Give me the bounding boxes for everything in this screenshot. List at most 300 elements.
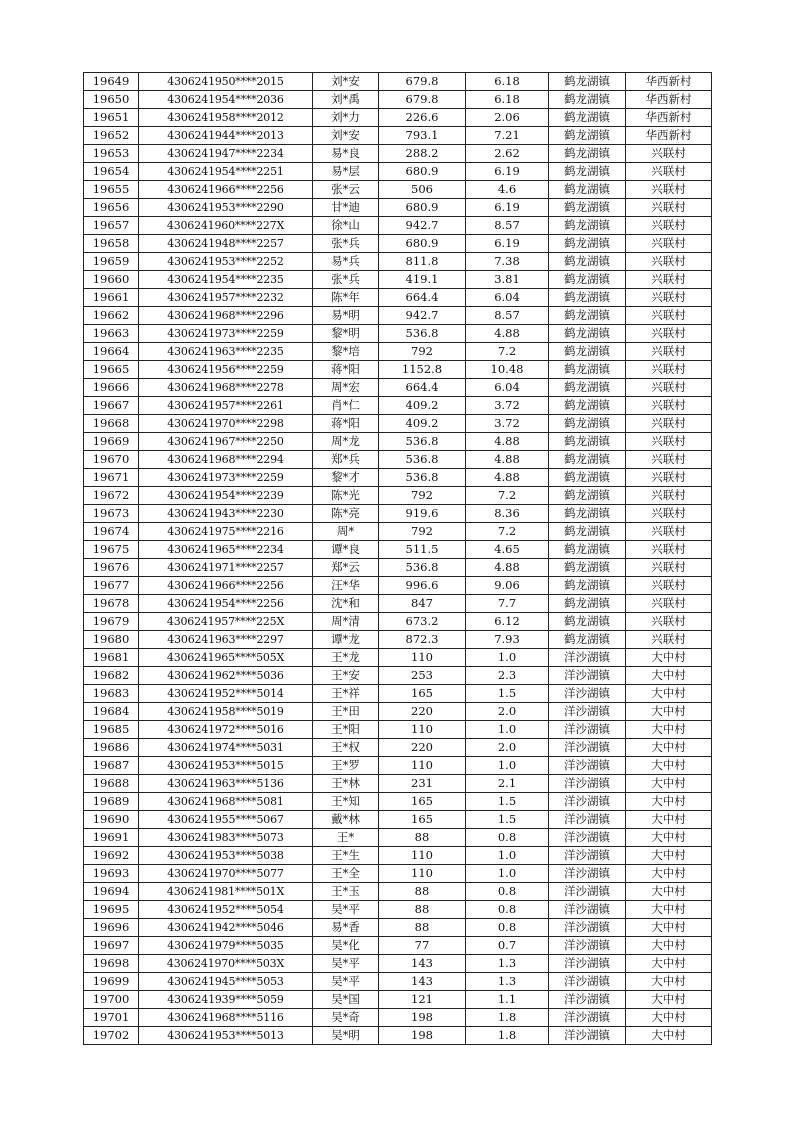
town-cell: 洋沙湖镇	[549, 739, 626, 757]
person-name-cell: 吴*化	[313, 937, 379, 955]
village-cell: 兴联村	[626, 343, 712, 361]
town-cell: 鹤龙湖镇	[549, 235, 626, 253]
table-row	[84, 883, 712, 901]
amount-cell: 536.8	[379, 451, 466, 469]
amount-cell: 110	[379, 649, 466, 667]
id-number-cell: 4306241966****2256	[139, 181, 313, 199]
table-row	[84, 721, 712, 739]
village-cell: 兴联村	[626, 271, 712, 289]
amount-cell: 536.8	[379, 433, 466, 451]
row-number-cell: 19702	[84, 1027, 139, 1045]
area-cell: 4.88	[466, 469, 549, 487]
village-cell: 兴联村	[626, 379, 712, 397]
row-number-cell: 19684	[84, 703, 139, 721]
area-cell: 7.2	[466, 343, 549, 361]
table-row	[84, 253, 712, 271]
person-name-cell: 王*田	[313, 703, 379, 721]
amount-cell: 110	[379, 865, 466, 883]
village-cell: 大中村	[626, 991, 712, 1009]
row-number-cell: 19659	[84, 253, 139, 271]
area-cell: 2.0	[466, 703, 549, 721]
area-cell: 0.8	[466, 883, 549, 901]
row-number-cell: 19680	[84, 631, 139, 649]
amount-cell: 198	[379, 1009, 466, 1027]
person-name-cell: 汪*华	[313, 577, 379, 595]
person-name-cell: 易*香	[313, 919, 379, 937]
table-row	[84, 91, 712, 109]
town-cell: 鹤龙湖镇	[549, 505, 626, 523]
town-cell: 洋沙湖镇	[549, 955, 626, 973]
table-row	[84, 595, 712, 613]
person-name-cell: 易*良	[313, 145, 379, 163]
table-row	[84, 775, 712, 793]
id-number-cell: 4306241981****501X	[139, 883, 313, 901]
table-row	[84, 469, 712, 487]
row-number-cell: 19696	[84, 919, 139, 937]
village-cell: 华西新村	[626, 73, 712, 91]
area-cell: 6.04	[466, 289, 549, 307]
row-number-cell: 19693	[84, 865, 139, 883]
amount-cell: 165	[379, 685, 466, 703]
id-number-cell: 4306241953****2252	[139, 253, 313, 271]
row-number-cell: 19676	[84, 559, 139, 577]
table-row	[84, 793, 712, 811]
area-cell: 7.2	[466, 487, 549, 505]
row-number-cell: 19667	[84, 397, 139, 415]
area-cell: 1.3	[466, 973, 549, 991]
town-cell: 鹤龙湖镇	[549, 199, 626, 217]
amount-cell: 664.4	[379, 289, 466, 307]
town-cell: 鹤龙湖镇	[549, 487, 626, 505]
id-number-cell: 4306241963****5136	[139, 775, 313, 793]
person-name-cell: 郑*兵	[313, 451, 379, 469]
village-cell: 兴联村	[626, 235, 712, 253]
village-cell: 大中村	[626, 1027, 712, 1045]
row-number-cell: 19678	[84, 595, 139, 613]
table-row	[84, 937, 712, 955]
village-cell: 兴联村	[626, 307, 712, 325]
person-name-cell: 吴*平	[313, 973, 379, 991]
row-number-cell: 19692	[84, 847, 139, 865]
village-cell: 大中村	[626, 937, 712, 955]
amount-cell: 996.6	[379, 577, 466, 595]
id-number-cell: 4306241958****5019	[139, 703, 313, 721]
village-cell: 兴联村	[626, 145, 712, 163]
town-cell: 鹤龙湖镇	[549, 73, 626, 91]
id-number-cell: 4306241970****5077	[139, 865, 313, 883]
village-cell: 大中村	[626, 721, 712, 739]
amount-cell: 919.6	[379, 505, 466, 523]
person-name-cell: 周*清	[313, 613, 379, 631]
person-name-cell: 黎*培	[313, 343, 379, 361]
area-cell: 1.0	[466, 649, 549, 667]
person-name-cell: 周*	[313, 523, 379, 541]
town-cell: 洋沙湖镇	[549, 811, 626, 829]
id-number-cell: 4306241968****2296	[139, 307, 313, 325]
amount-cell: 198	[379, 1027, 466, 1045]
id-number-cell: 4306241957****225X	[139, 613, 313, 631]
row-number-cell: 19655	[84, 181, 139, 199]
town-cell: 鹤龙湖镇	[549, 127, 626, 145]
person-name-cell: 陈*年	[313, 289, 379, 307]
area-cell: 7.38	[466, 253, 549, 271]
village-cell: 大中村	[626, 739, 712, 757]
town-cell: 鹤龙湖镇	[549, 595, 626, 613]
area-cell: 6.19	[466, 235, 549, 253]
table-row	[84, 523, 712, 541]
row-number-cell: 19668	[84, 415, 139, 433]
village-cell: 大中村	[626, 757, 712, 775]
town-cell: 洋沙湖镇	[549, 667, 626, 685]
id-number-cell: 4306241954****2251	[139, 163, 313, 181]
area-cell: 1.0	[466, 865, 549, 883]
table-row	[84, 325, 712, 343]
area-cell: 4.65	[466, 541, 549, 559]
id-number-cell: 4306241955****5067	[139, 811, 313, 829]
row-number-cell: 19669	[84, 433, 139, 451]
person-name-cell: 王*林	[313, 775, 379, 793]
id-number-cell: 4306241979****5035	[139, 937, 313, 955]
town-cell: 洋沙湖镇	[549, 1009, 626, 1027]
village-cell: 兴联村	[626, 451, 712, 469]
person-name-cell: 王*生	[313, 847, 379, 865]
amount-cell: 165	[379, 811, 466, 829]
person-name-cell: 周*宏	[313, 379, 379, 397]
row-number-cell: 19675	[84, 541, 139, 559]
person-name-cell: 王*权	[313, 739, 379, 757]
amount-cell: 165	[379, 793, 466, 811]
person-name-cell: 刘*安	[313, 73, 379, 91]
amount-cell: 409.2	[379, 415, 466, 433]
area-cell: 0.8	[466, 829, 549, 847]
person-name-cell: 王*安	[313, 667, 379, 685]
amount-cell: 88	[379, 883, 466, 901]
row-number-cell: 19686	[84, 739, 139, 757]
person-name-cell: 戴*林	[313, 811, 379, 829]
table-row	[84, 289, 712, 307]
row-number-cell: 19672	[84, 487, 139, 505]
town-cell: 鹤龙湖镇	[549, 343, 626, 361]
person-name-cell: 吴*奇	[313, 1009, 379, 1027]
town-cell: 鹤龙湖镇	[549, 433, 626, 451]
area-cell: 8.36	[466, 505, 549, 523]
table-row	[84, 415, 712, 433]
table-row	[84, 847, 712, 865]
person-name-cell: 王*	[313, 829, 379, 847]
village-cell: 兴联村	[626, 487, 712, 505]
amount-cell: 679.8	[379, 73, 466, 91]
area-cell: 0.8	[466, 919, 549, 937]
person-name-cell: 张*云	[313, 181, 379, 199]
row-number-cell: 19665	[84, 361, 139, 379]
village-cell: 大中村	[626, 811, 712, 829]
id-number-cell: 4306241965****505X	[139, 649, 313, 667]
id-number-cell: 4306241953****5013	[139, 1027, 313, 1045]
id-number-cell: 4306241957****2232	[139, 289, 313, 307]
amount-cell: 226.6	[379, 109, 466, 127]
row-number-cell: 19687	[84, 757, 139, 775]
table-row	[84, 919, 712, 937]
area-cell: 4.88	[466, 433, 549, 451]
id-number-cell: 4306241970****503X	[139, 955, 313, 973]
town-cell: 洋沙湖镇	[549, 649, 626, 667]
table-row	[84, 739, 712, 757]
row-number-cell: 19649	[84, 73, 139, 91]
table-row	[84, 451, 712, 469]
person-name-cell: 谭*良	[313, 541, 379, 559]
town-cell: 洋沙湖镇	[549, 919, 626, 937]
village-cell: 大中村	[626, 919, 712, 937]
area-cell: 7.21	[466, 127, 549, 145]
id-number-cell: 4306241973****2259	[139, 325, 313, 343]
village-cell: 华西新村	[626, 127, 712, 145]
amount-cell: 110	[379, 757, 466, 775]
id-number-cell: 4306241952****5054	[139, 901, 313, 919]
area-cell: 1.0	[466, 721, 549, 739]
town-cell: 洋沙湖镇	[549, 937, 626, 955]
area-cell: 7.7	[466, 595, 549, 613]
amount-cell: 88	[379, 829, 466, 847]
table-row	[84, 613, 712, 631]
id-number-cell: 4306241948****2257	[139, 235, 313, 253]
person-name-cell: 蒋*阳	[313, 361, 379, 379]
village-cell: 兴联村	[626, 469, 712, 487]
person-name-cell: 刘*力	[313, 109, 379, 127]
person-name-cell: 吴*明	[313, 1027, 379, 1045]
area-cell: 1.0	[466, 757, 549, 775]
row-number-cell: 19699	[84, 973, 139, 991]
person-name-cell: 张*兵	[313, 271, 379, 289]
amount-cell: 673.2	[379, 613, 466, 631]
amount-cell: 872.3	[379, 631, 466, 649]
area-cell: 8.57	[466, 307, 549, 325]
amount-cell: 220	[379, 703, 466, 721]
row-number-cell: 19670	[84, 451, 139, 469]
id-number-cell: 4306241962****5036	[139, 667, 313, 685]
area-cell: 1.8	[466, 1009, 549, 1027]
person-name-cell: 陈*光	[313, 487, 379, 505]
row-number-cell: 19701	[84, 1009, 139, 1027]
town-cell: 洋沙湖镇	[549, 865, 626, 883]
row-number-cell: 19650	[84, 91, 139, 109]
person-name-cell: 张*兵	[313, 235, 379, 253]
row-number-cell: 19688	[84, 775, 139, 793]
village-cell: 大中村	[626, 649, 712, 667]
area-cell: 4.88	[466, 451, 549, 469]
village-cell: 兴联村	[626, 595, 712, 613]
village-cell: 兴联村	[626, 181, 712, 199]
table-row	[84, 127, 712, 145]
village-cell: 兴联村	[626, 613, 712, 631]
table-row	[84, 109, 712, 127]
amount-cell: 288.2	[379, 145, 466, 163]
person-name-cell: 王*龙	[313, 649, 379, 667]
person-name-cell: 甘*迪	[313, 199, 379, 217]
town-cell: 鹤龙湖镇	[549, 217, 626, 235]
table-row	[84, 577, 712, 595]
row-number-cell: 19654	[84, 163, 139, 181]
person-name-cell: 陈*亮	[313, 505, 379, 523]
person-name-cell: 王*阳	[313, 721, 379, 739]
amount-cell: 77	[379, 937, 466, 955]
person-name-cell: 肖*仁	[313, 397, 379, 415]
amount-cell: 511.5	[379, 541, 466, 559]
village-cell: 兴联村	[626, 415, 712, 433]
amount-cell: 942.7	[379, 217, 466, 235]
id-number-cell: 4306241953****2290	[139, 199, 313, 217]
area-cell: 6.18	[466, 91, 549, 109]
town-cell: 洋沙湖镇	[549, 847, 626, 865]
village-cell: 兴联村	[626, 631, 712, 649]
village-cell: 大中村	[626, 847, 712, 865]
table-row	[84, 1027, 712, 1045]
town-cell: 鹤龙湖镇	[549, 361, 626, 379]
amount-cell: 88	[379, 901, 466, 919]
amount-cell: 143	[379, 973, 466, 991]
table-row	[84, 901, 712, 919]
village-cell: 兴联村	[626, 289, 712, 307]
row-number-cell: 19656	[84, 199, 139, 217]
town-cell: 洋沙湖镇	[549, 721, 626, 739]
area-cell: 4.88	[466, 559, 549, 577]
town-cell: 鹤龙湖镇	[549, 523, 626, 541]
row-number-cell: 19666	[84, 379, 139, 397]
row-number-cell: 19652	[84, 127, 139, 145]
id-number-cell: 4306241952****5014	[139, 685, 313, 703]
table-row	[84, 199, 712, 217]
table-row	[84, 559, 712, 577]
person-name-cell: 沈*和	[313, 595, 379, 613]
village-cell: 兴联村	[626, 559, 712, 577]
id-number-cell: 4306241954****2239	[139, 487, 313, 505]
row-number-cell: 19697	[84, 937, 139, 955]
area-cell: 10.48	[466, 361, 549, 379]
amount-cell: 110	[379, 847, 466, 865]
town-cell: 鹤龙湖镇	[549, 415, 626, 433]
person-name-cell: 黎*才	[313, 469, 379, 487]
area-cell: 0.8	[466, 901, 549, 919]
amount-cell: 679.8	[379, 91, 466, 109]
village-cell: 兴联村	[626, 397, 712, 415]
id-number-cell: 4306241953****5015	[139, 757, 313, 775]
town-cell: 鹤龙湖镇	[549, 541, 626, 559]
table-row	[84, 829, 712, 847]
amount-cell: 792	[379, 343, 466, 361]
row-number-cell: 19661	[84, 289, 139, 307]
table-row	[84, 433, 712, 451]
id-number-cell: 4306241943****2230	[139, 505, 313, 523]
row-number-cell: 19662	[84, 307, 139, 325]
table-row	[84, 379, 712, 397]
row-number-cell: 19700	[84, 991, 139, 1009]
village-cell: 兴联村	[626, 505, 712, 523]
area-cell: 1.5	[466, 793, 549, 811]
amount-cell: 680.9	[379, 163, 466, 181]
village-cell: 大中村	[626, 703, 712, 721]
row-number-cell: 19674	[84, 523, 139, 541]
town-cell: 洋沙湖镇	[549, 829, 626, 847]
area-cell: 2.62	[466, 145, 549, 163]
town-cell: 鹤龙湖镇	[549, 613, 626, 631]
amount-cell: 253	[379, 667, 466, 685]
area-cell: 2.0	[466, 739, 549, 757]
table-row	[84, 361, 712, 379]
town-cell: 鹤龙湖镇	[549, 253, 626, 271]
person-name-cell: 谭*龙	[313, 631, 379, 649]
table-row	[84, 703, 712, 721]
amount-cell: 143	[379, 955, 466, 973]
area-cell: 2.1	[466, 775, 549, 793]
amount-cell: 88	[379, 919, 466, 937]
row-number-cell: 19660	[84, 271, 139, 289]
person-name-cell: 周*龙	[313, 433, 379, 451]
id-number-cell: 4306241956****2259	[139, 361, 313, 379]
table-row	[84, 271, 712, 289]
area-cell: 7.93	[466, 631, 549, 649]
person-name-cell: 王*知	[313, 793, 379, 811]
amount-cell: 847	[379, 595, 466, 613]
amount-cell: 811.8	[379, 253, 466, 271]
village-cell: 大中村	[626, 793, 712, 811]
row-number-cell: 19698	[84, 955, 139, 973]
village-cell: 华西新村	[626, 91, 712, 109]
area-cell: 3.72	[466, 397, 549, 415]
person-name-cell: 易*兵	[313, 253, 379, 271]
row-number-cell: 19651	[84, 109, 139, 127]
id-number-cell: 4306241968****2278	[139, 379, 313, 397]
person-name-cell: 王*玉	[313, 883, 379, 901]
village-cell: 兴联村	[626, 325, 712, 343]
area-cell: 1.5	[466, 811, 549, 829]
town-cell: 鹤龙湖镇	[549, 91, 626, 109]
person-name-cell: 刘*安	[313, 127, 379, 145]
person-name-cell: 易*明	[313, 307, 379, 325]
village-cell: 兴联村	[626, 253, 712, 271]
area-cell: 6.18	[466, 73, 549, 91]
village-cell: 大中村	[626, 955, 712, 973]
area-cell: 4.88	[466, 325, 549, 343]
town-cell: 洋沙湖镇	[549, 685, 626, 703]
town-cell: 鹤龙湖镇	[549, 451, 626, 469]
id-number-cell: 4306241963****2297	[139, 631, 313, 649]
town-cell: 鹤龙湖镇	[549, 289, 626, 307]
id-number-cell: 4306241942****5046	[139, 919, 313, 937]
row-number-cell: 19695	[84, 901, 139, 919]
town-cell: 鹤龙湖镇	[549, 631, 626, 649]
area-cell: 1.8	[466, 1027, 549, 1045]
row-number-cell: 19657	[84, 217, 139, 235]
village-cell: 大中村	[626, 775, 712, 793]
village-cell: 大中村	[626, 865, 712, 883]
id-number-cell: 4306241960****227X	[139, 217, 313, 235]
row-number-cell: 19653	[84, 145, 139, 163]
town-cell: 洋沙湖镇	[549, 901, 626, 919]
row-number-cell: 19690	[84, 811, 139, 829]
amount-cell: 536.8	[379, 559, 466, 577]
town-cell: 鹤龙湖镇	[549, 397, 626, 415]
table-row	[84, 145, 712, 163]
area-cell: 1.5	[466, 685, 549, 703]
row-number-cell: 19658	[84, 235, 139, 253]
row-number-cell: 19663	[84, 325, 139, 343]
village-cell: 大中村	[626, 685, 712, 703]
amount-cell: 792	[379, 487, 466, 505]
town-cell: 鹤龙湖镇	[549, 469, 626, 487]
area-cell: 1.0	[466, 847, 549, 865]
town-cell: 鹤龙湖镇	[549, 145, 626, 163]
id-number-cell: 4306241945****5053	[139, 973, 313, 991]
table-row	[84, 1009, 712, 1027]
